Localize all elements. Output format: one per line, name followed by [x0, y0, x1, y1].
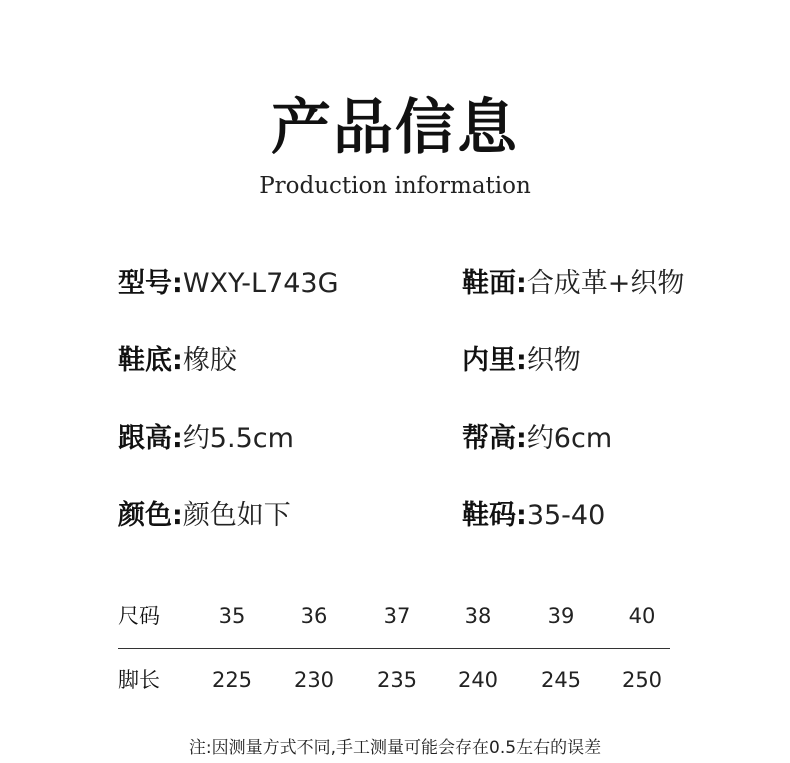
spec-label: 颜色: — [118, 500, 183, 531]
measurement-note: 注:因测量方式不同,手工测量可能会存在0.5左右的误差 — [188, 738, 602, 758]
size-cell: 37 — [383, 604, 411, 628]
spec-shaft-height — [462, 419, 612, 459]
spec-label: 帮高: — [462, 423, 527, 454]
size-cell: 35 — [218, 604, 246, 628]
spec-upper — [462, 264, 684, 304]
size-cell: 39 — [547, 604, 575, 628]
spec-color — [118, 496, 291, 536]
spec-lining — [462, 341, 581, 381]
spec-value: 约5.5cm — [182, 423, 294, 454]
spec-label: 跟高: — [118, 423, 183, 454]
foot-length-cell: 250 — [621, 668, 663, 692]
size-row — [118, 596, 670, 636]
spec-label: 型号: — [118, 268, 183, 299]
size-cell: 36 — [300, 604, 328, 628]
foot-length-cell: 240 — [457, 668, 499, 692]
spec-value: WXY-L743G — [182, 268, 339, 299]
size-table — [118, 596, 670, 706]
foot-length-row-label: 脚长 — [118, 668, 160, 692]
spec-value: 约6cm — [526, 423, 613, 454]
spec-value: 橡胶 — [182, 345, 237, 376]
size-row-label: 尺码 — [118, 604, 160, 628]
page-subtitle: Production information — [259, 173, 531, 199]
foot-length-cell: 245 — [540, 668, 582, 692]
foot-length-cell: 225 — [211, 668, 253, 692]
spec-label: 鞋底: — [118, 345, 183, 376]
table-divider — [118, 648, 670, 649]
spec-label: 鞋面: — [462, 268, 527, 299]
spec-heel-height — [118, 419, 294, 459]
spec-value: 35-40 — [526, 500, 606, 531]
page-title: 产品信息 — [271, 93, 519, 163]
spec-sole — [118, 341, 237, 381]
spec-value: 织物 — [526, 345, 581, 376]
spec-label: 内里: — [462, 345, 527, 376]
size-cell: 38 — [464, 604, 492, 628]
spec-model — [118, 264, 339, 304]
foot-length-row — [118, 660, 670, 700]
spec-value: 颜色如下 — [182, 500, 291, 531]
foot-length-cell: 235 — [376, 668, 418, 692]
spec-size — [462, 496, 605, 536]
size-cell: 40 — [628, 604, 656, 628]
spec-label: 鞋码: — [462, 500, 527, 531]
foot-length-cell: 230 — [293, 668, 335, 692]
spec-value: 合成革+织物 — [526, 268, 685, 299]
